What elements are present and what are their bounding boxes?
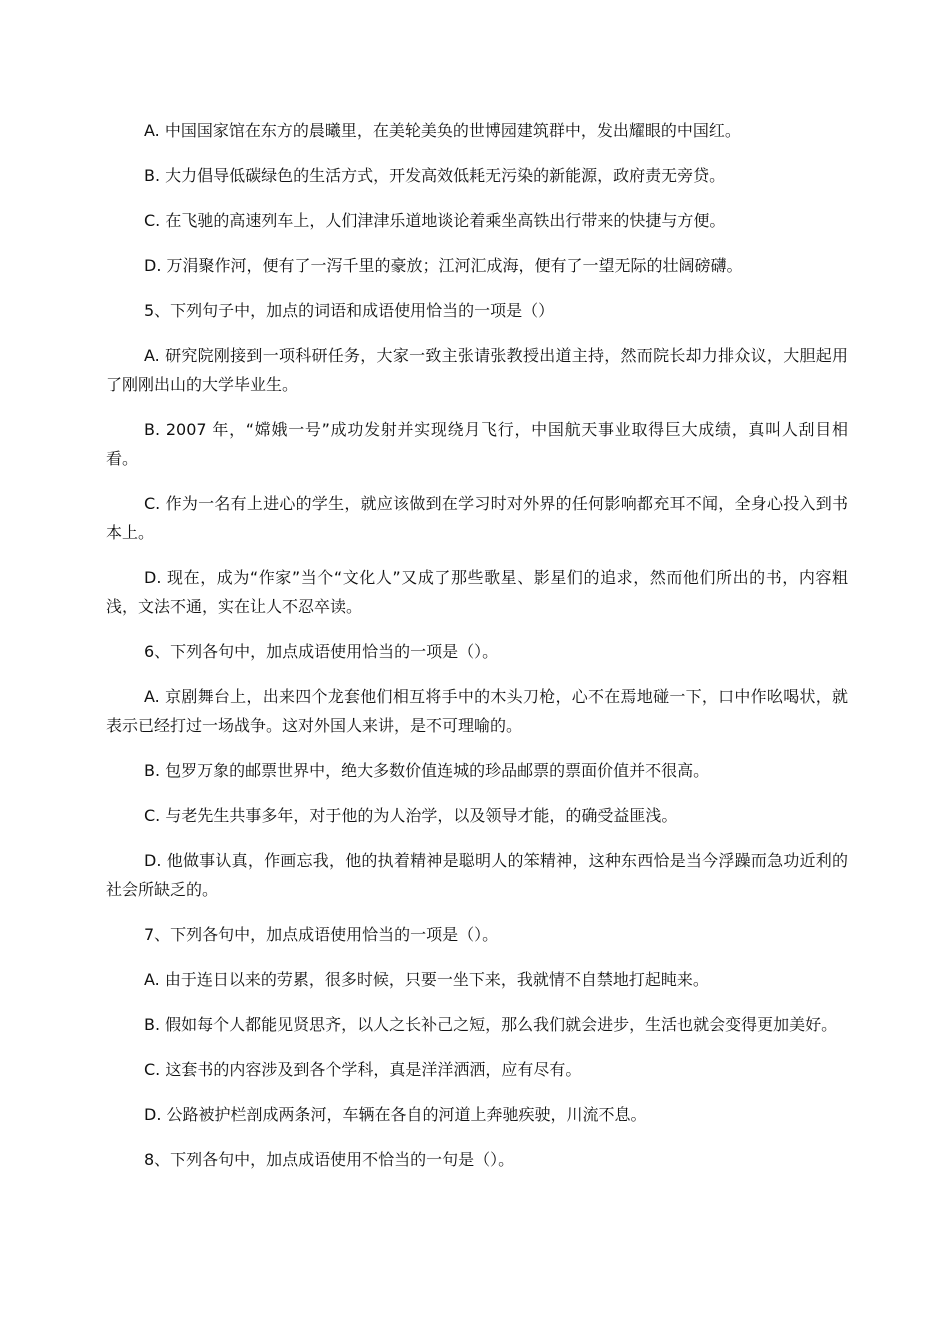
option-c-paragraph: C. 在飞驰的高速列车上，人们津津乐道地谈论着乘坐高铁出行带来的快捷与方便。 bbox=[144, 211, 726, 230]
document-content bbox=[106, 116, 848, 1190]
option-d-paragraph: D. 万涓聚作河，便有了一泻千里的豪放；江河汇成海，便有了一望无际的壮阔磅礴。 bbox=[144, 256, 743, 275]
question-5-option-c: C. 作为一名有上进心的学生，就应该做到在学习时对外界的任何影响都充耳不闻，全身心投入到书本上。 bbox=[106, 494, 848, 542]
question-5-option-d: D. 现在，成为“作家”当个“文化人”又成了那些歌星、影星们的追求，然而他们所出的书，内容粗浅，文法不通，实在让人不忍卒读。 bbox=[106, 568, 848, 616]
question-6-option-a: A. 京剧舞台上，出来四个龙套他们相互将手中的木头刀枪，心不在焉地碰一下，口中作吆喝状，就表示已经打过一场战争。这对外国人来讲，是不可理喻的。 bbox=[106, 687, 848, 735]
option-b-paragraph: B. 大力倡导低碳绿色的生活方式，开发高效低耗无污染的新能源，政府责无旁贷。 bbox=[144, 166, 726, 185]
question-5-option-a: A. 研究院刚接到一项科研任务，大家一致主张请张教授出道主持，然而院长却力排众议，大胆起用了刚刚出山的大学毕业生。 bbox=[106, 346, 848, 394]
question-6-option-c: C. 与老先生共事多年，对于他的为人治学，以及领导才能，的确受益匪浅。 bbox=[144, 806, 678, 825]
question-7-option-d: D. 公路被护栏剖成两条河，车辆在各自的河道上奔驰疾驶，川流不息。 bbox=[144, 1105, 647, 1124]
question-5: 5、下列句子中，加点的词语和成语使用恰当的一项是（） bbox=[144, 301, 555, 320]
question-7-option-b: B. 假如每个人都能见贤思齐，以人之长补己之短，那么我们就会进步，生活也就会变得更加美好。 bbox=[144, 1015, 838, 1034]
question-7: 7、下列各句中，加点成语使用恰当的一项是（）。 bbox=[144, 925, 499, 944]
question-6-option-b: B. 包罗万象的邮票世界中，绝大多数价值连城的珍品邮票的票面价值并不很高。 bbox=[144, 761, 710, 780]
question-7-option-a: A. 由于连日以来的劳累，很多时候，只要一坐下来，我就情不自禁地打起盹来。 bbox=[144, 970, 709, 989]
question-8: 8、下列各句中，加点成语使用不恰当的一句是（）。 bbox=[144, 1150, 515, 1169]
question-6-option-d: D. 他做事认真，作画忘我，他的执着精神是聪明人的笨精神，这种东西恰是当今浮躁而急功近利的社会所缺乏的。 bbox=[106, 851, 848, 899]
question-5-option-b: B. 2007 年，“嫦娥一号”成功发射并实现绕月飞行，中国航天事业取得巨大成绩，真叫人刮目相看。 bbox=[106, 420, 848, 468]
question-6: 6、下列各句中，加点成语使用恰当的一项是（）。 bbox=[144, 642, 499, 661]
question-7-option-c: C. 这套书的内容涉及到各个学科，真是洋洋洒洒，应有尽有。 bbox=[144, 1060, 582, 1079]
option-a-paragraph: A. 中国国家馆在东方的晨曦里，在美轮美奂的世博园建筑群中，发出耀眼的中国红。 bbox=[144, 121, 741, 140]
